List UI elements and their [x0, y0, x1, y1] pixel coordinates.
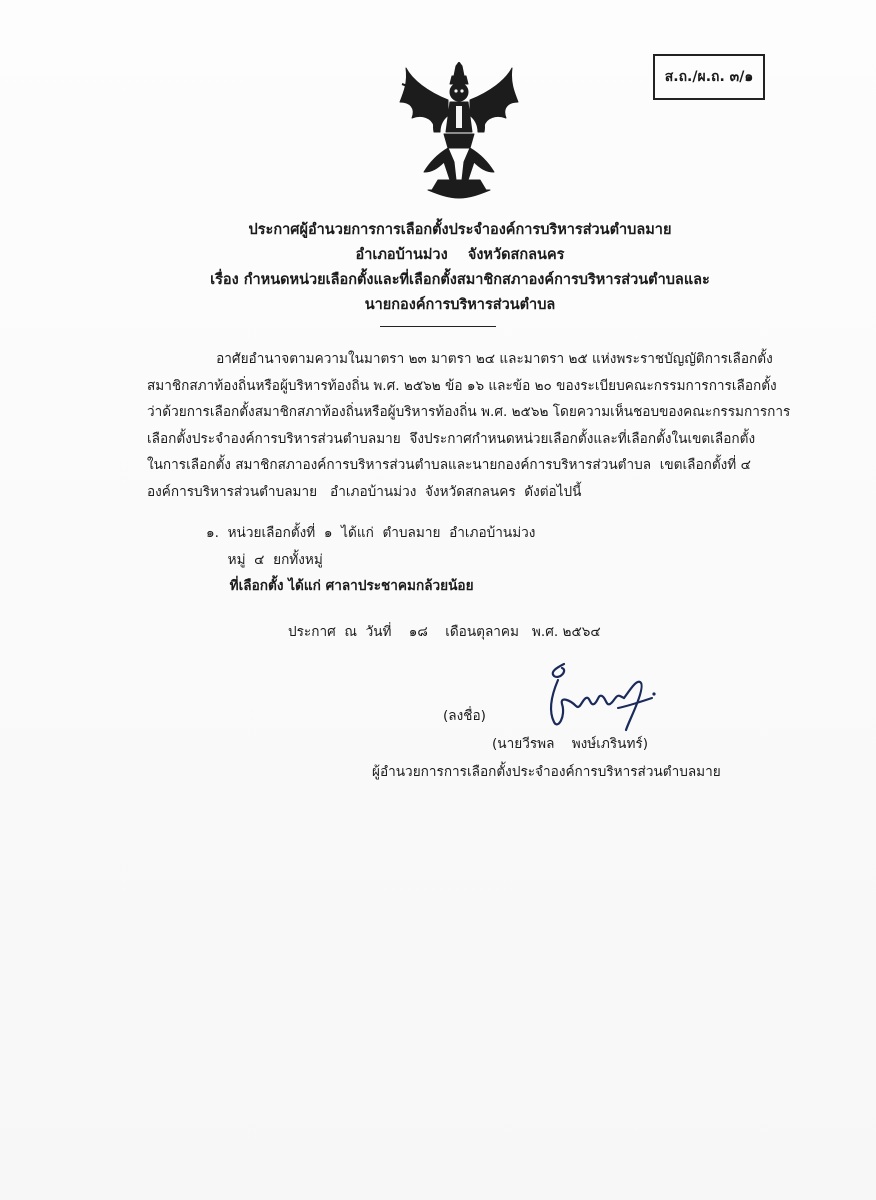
- announcement-title: [150, 218, 770, 318]
- form-code: ส.ถ./ผ.ถ. ๓/๑: [664, 69, 754, 85]
- body-line-3: ว่าด้วยการเลือกตั้งสมาชิกสภาท้องถิ่นหรือผู้บริหารท้องถิ่น พ.ศ. ๒๕๖๒ โดยความเห็นชอบของคณะกรรมการการ: [147, 404, 791, 420]
- title-line-4: นายกองค์การบริหารส่วนตำบล: [364, 297, 556, 313]
- polling-unit-line: ๑. หน่วยเลือกตั้งที่ ๑ ได้แก่ ตำบลมาย อำเภอบ้านม่วง: [206, 525, 536, 541]
- handwritten-signature: [536, 660, 666, 740]
- village-line: หมู่ ๔ ยกทั้งหมู่: [206, 551, 323, 568]
- title-line-2: อำเภอบ้านม่วง จังหวัดสกลนคร: [355, 247, 565, 263]
- garuda-emblem-icon: [398, 62, 520, 200]
- body-line-1: อาศัยอำนาจตามความในมาตรา ๒๓ มาตรา ๒๔ และมาตรา ๒๕ แห่งพระราชบัญญัติการเลือกตั้ง: [147, 351, 773, 367]
- polling-place-prefix: ที่เลือกตั้ง ได้แก่: [206, 578, 326, 594]
- title-divider: [380, 326, 496, 327]
- body-line-2: สมาชิกสภาท้องถิ่นหรือผู้บริหารท้องถิ่น พ.ศ. ๒๕๖๒ ข้อ ๑๖ และข้อ ๒๐ ของระเบียบคณะกรรมการการเลือกตั้ง: [147, 377, 777, 394]
- signer-name: (นายวีรพล พงษ์เภรินทร์): [492, 736, 649, 752]
- title-line-3: เรื่อง กำหนดหน่วยเลือกตั้งและที่เลือกตั้งสมาชิกสภาองค์การบริหารส่วนตำบลและ: [210, 272, 710, 288]
- polling-unit-item: [206, 520, 726, 600]
- signature-label: (ลงชื่อ): [443, 708, 486, 724]
- announcement-body: [147, 346, 817, 505]
- signer-title: ผู้อำนวยการการเลือกตั้งประจำองค์การบริหารส่วนตำบลมาย: [372, 764, 721, 780]
- polling-place-line: [206, 573, 726, 600]
- announcement-date: ประกาศ ณ วันที่ ๑๘ เดือนตุลาคม พ.ศ. ๒๕๖๔: [288, 624, 601, 640]
- body-line-4: เลือกตั้งประจำองค์การบริหารส่วนตำบลมาย จึงประกาศกำหนดหน่วยเลือกตั้งและที่เลือกตั้งในเขตเลือกตั้ง: [147, 430, 756, 447]
- body-line-5: ในการเลือกตั้ง สมาชิกสภาองค์การบริหารส่วนตำบลและนายกองค์การบริหารส่วนตำบล เขตเลือกตั้งที่ ๔: [147, 457, 751, 473]
- body-line-6: องค์การบริหารส่วนตำบลมาย อำเภอบ้านม่วง จังหวัดสกลนคร ดังต่อไปนี้: [147, 483, 582, 500]
- title-line-1: ประกาศผู้อำนวยการการเลือกตั้งประจำองค์การบริหารส่วนตำบลมาย: [248, 222, 672, 238]
- polling-place-name: ศาลาประชาคมกล้วยน้อย: [325, 578, 474, 594]
- form-code-box: [653, 54, 765, 100]
